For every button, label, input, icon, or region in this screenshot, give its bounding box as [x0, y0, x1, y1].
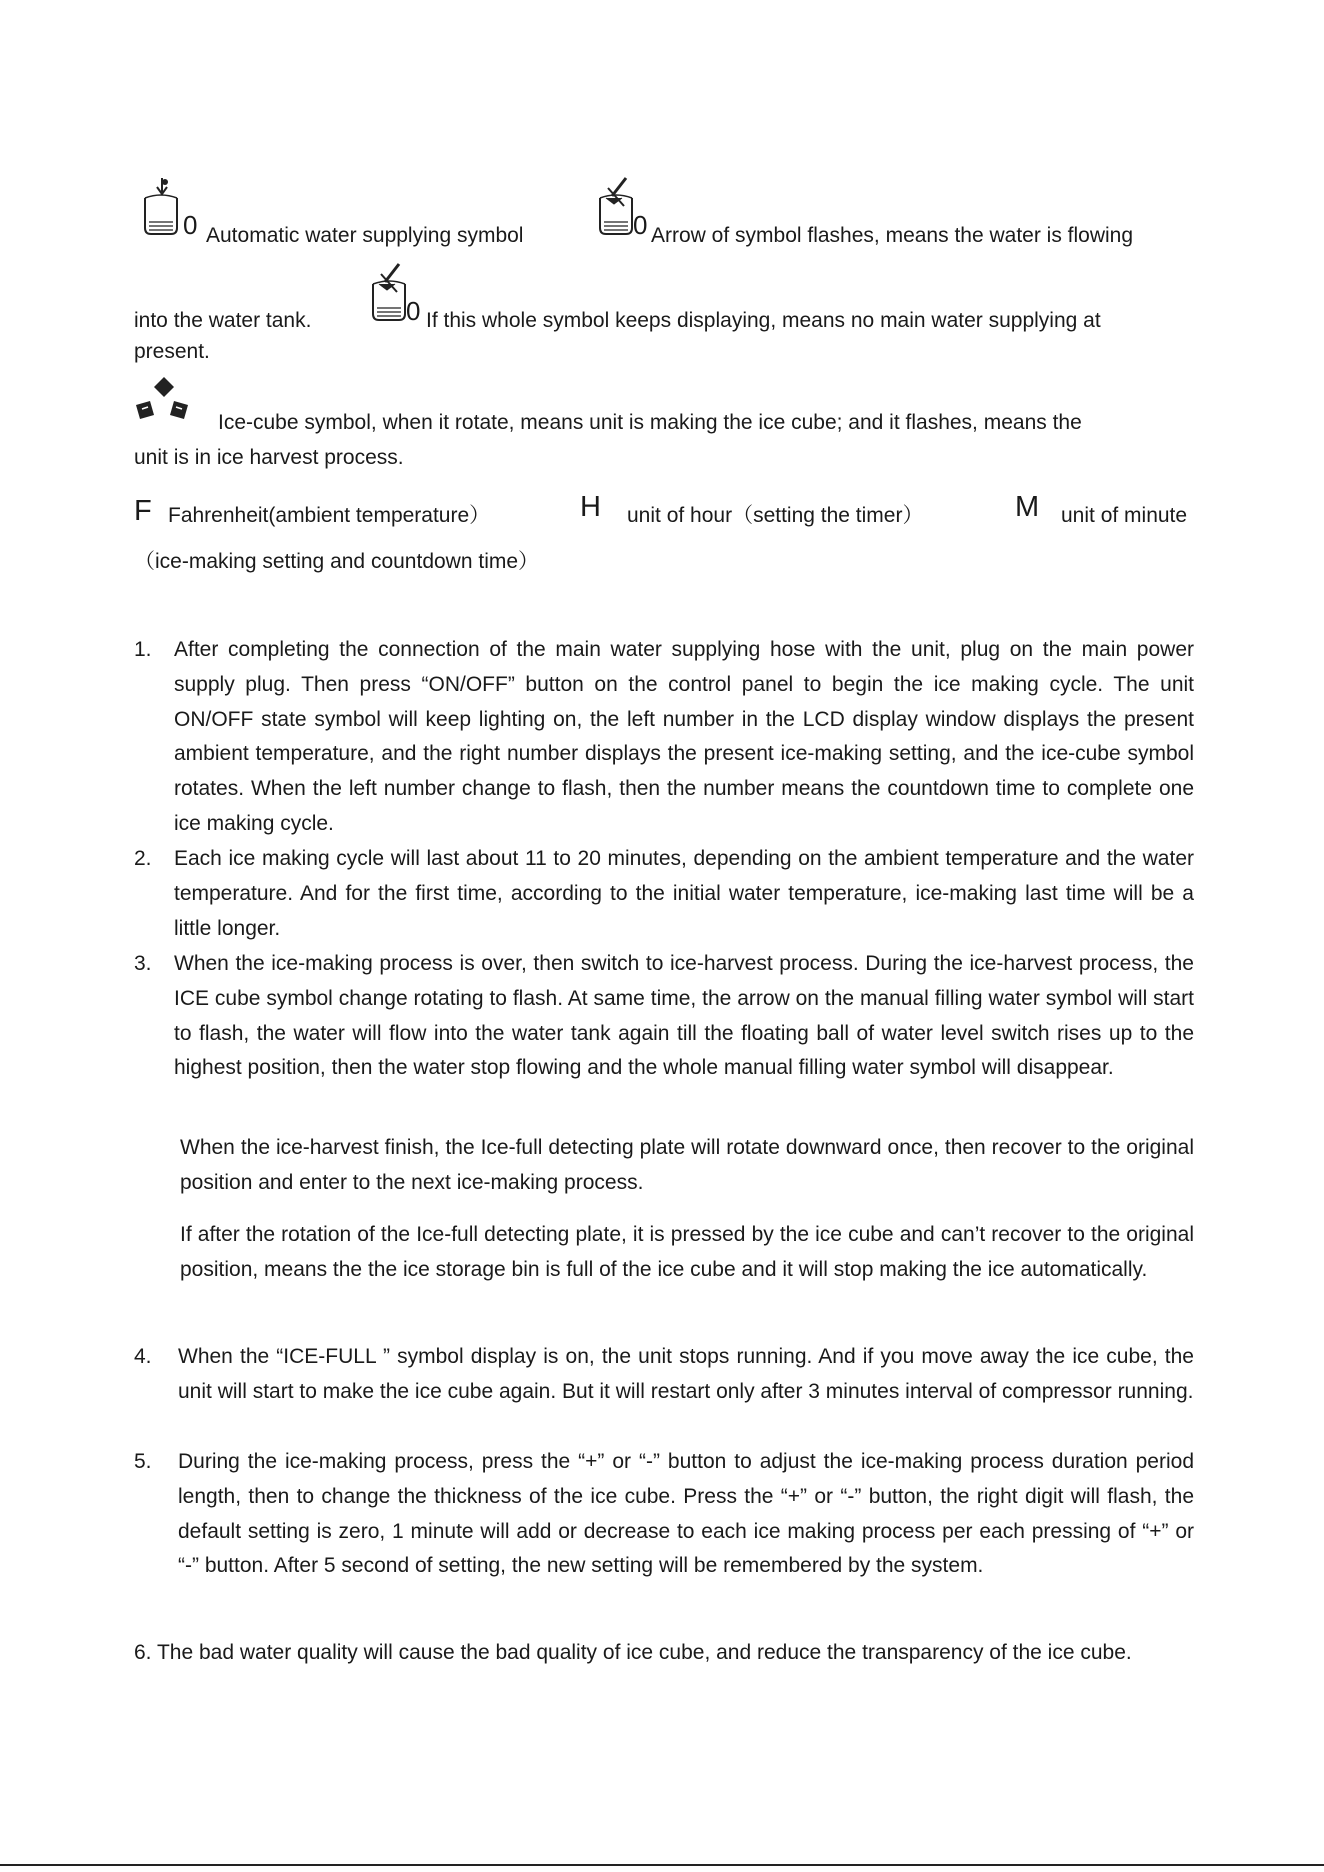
footer-divider — [0, 1864, 1324, 1866]
step-number: 5. — [134, 1450, 152, 1473]
legend-ice-cube-text: Ice-cube symbol, when it rotate, means unit is making the ice cube; and it flashes, means the — [218, 411, 1082, 434]
digit-zero-1: 0 — [183, 210, 198, 240]
legend-into-tank-text: into the water tank. — [134, 309, 312, 332]
step-text: During the ice-making process, press the “+” or “-” button to adjust the ice-making process duration period length, then to change the thickness of the ice cube. Press the “+” or “-” button, the right digit will flash, the default setting is zero, 1 minute will add or decrease to each ice making process per each pressing of “+” or “-” button. After 5 second of setting, the new setting will be remembered by the system. — [178, 1450, 1194, 1578]
step-text: When the ice-making process is over, then switch to ice-harvest process. During the ice-harvest process, the ICE cube symbol change rotating to flash. At same time, the arrow on the manual filling water symbol will start to flash, the water will flow into the water tank again till the floating ball of water level switch rises up to the highest position, then the water stop flowing and the whole manual filling water symbol will disappear. — [174, 952, 1194, 1080]
step-number: 4. — [134, 1345, 152, 1368]
step-2 — [134, 842, 1194, 946]
digit-zero-2: 0 — [633, 210, 648, 240]
step-text: After completing the connection of the main water supplying hose with the unit, plug on the main power supply plug. Then press “ON/OFF” button on the control panel to begin the ice making cycle. The unit ON/OFF state symbol will keep lighting on, the left number in the LCD display window displays the present ambient temperature, and the right number displays the present ice-making setting, and the ice-cube symbol rotates. When the left number change to flash, then the number means the countdown time to complete one ice making cycle. — [174, 638, 1194, 835]
step-number: 1. — [134, 638, 152, 661]
fahrenheit-symbol: F — [134, 495, 152, 527]
note-full-bin: If after the rotation of the Ice-full detecting plate, it is pressed by the ice cube and can’t recover to the original position, means the the ice storage bin is full of the ice cube and it will stop making the ice automatically. — [180, 1223, 1194, 1281]
step-4 — [134, 1340, 1194, 1410]
step-3 — [134, 947, 1194, 1086]
legend-present-text: present. — [134, 340, 210, 363]
step-1 — [134, 633, 1194, 842]
minute-symbol: M — [1015, 491, 1040, 523]
water-tank-arrow-icon — [596, 176, 636, 236]
hour-symbol: H — [580, 491, 601, 523]
note-harvest-finish: When the ice-harvest finish, the Ice-full detecting plate will rotate downward once, then recover to the original position and enter to the next ice-making process. — [180, 1136, 1194, 1194]
step-number: 2. — [134, 847, 152, 870]
legend-ice-harvest-text: unit is in ice harvest process. — [134, 446, 404, 469]
water-tank-full-icon — [369, 262, 409, 322]
minute-continuation-text: （ice-making setting and countdown time） — [134, 550, 540, 573]
fahrenheit-text: Fahrenheit(ambient temperature） — [168, 504, 491, 527]
final-note: 6. The bad water quality will cause the bad quality of ice cube, and reduce the transparency of the ice cube. — [134, 1641, 1132, 1664]
step-5 — [134, 1445, 1194, 1584]
hour-text: unit of hour（setting the timer） — [627, 504, 924, 527]
step-number: 3. — [134, 952, 152, 975]
step-text: Each ice making cycle will last about 11 to 20 minutes, depending on the ambient temperature and the water temperature. And for the first time, according to the initial water temperature, ice-making last time will be a little longer. — [174, 847, 1194, 940]
water-tank-icon — [141, 176, 181, 236]
step-text: When the “ICE-FULL ” symbol display is on, the unit stops running. And if you move away the ice cube, the unit will start to make the ice cube again. But it will restart only after 3 minutes interval of compressor running. — [178, 1345, 1194, 1403]
ice-cube-icon — [134, 375, 194, 425]
legend-no-supply-text: If this whole symbol keeps displaying, means no main water supplying at — [426, 309, 1101, 332]
legend-auto-water-text: Automatic water supplying symbol — [206, 224, 524, 247]
digit-zero-3: 0 — [406, 296, 421, 326]
minute-text: unit of minute — [1061, 504, 1188, 527]
legend-arrow-flash-text: Arrow of symbol flashes, means the water is flowing — [651, 224, 1134, 247]
